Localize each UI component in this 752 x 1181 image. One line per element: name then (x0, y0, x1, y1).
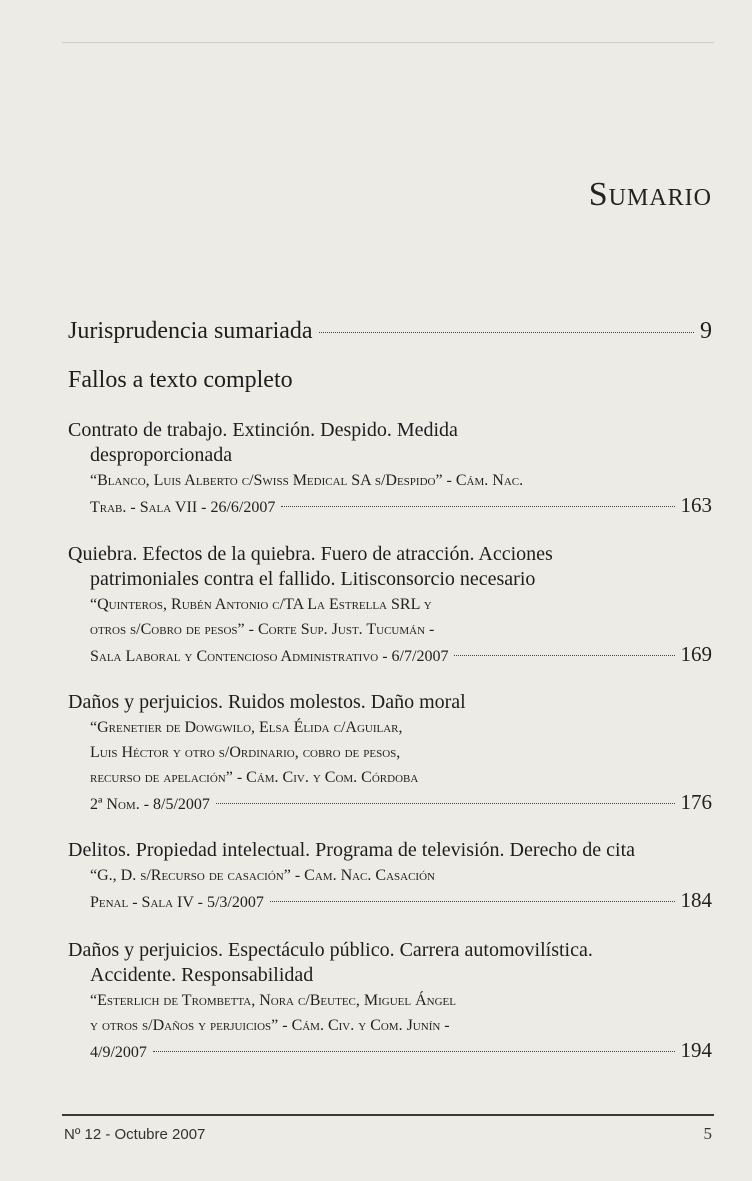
toc-entry (68, 418, 712, 520)
top-divider (62, 42, 714, 43)
topic-line: Quiebra. Efectos de la quiebra. Fuero de atracción. Acciones (68, 543, 553, 565)
case-line: Penal - Sala IV - 5/3/2007 (90, 894, 264, 911)
case-line: “Quinteros, Rubén Antonio c/TA La Estrella SRL y (90, 596, 432, 613)
entry-page-number: 169 (680, 642, 712, 666)
entry-topic (68, 542, 712, 592)
entry-page-number: 194 (680, 1038, 712, 1062)
case-line: “Grenetier de Dowgwilo, Elsa Élida c/Aguilar, (90, 719, 403, 736)
topic-line: desproporcionada (90, 444, 233, 466)
entry-page-number: 176 (680, 790, 712, 814)
case-last-line (90, 1038, 712, 1065)
topic-line: patrimoniales contra el fallido. Litisconsorcio necesario (90, 568, 536, 590)
entry-case (68, 988, 712, 1065)
page-title: Sumario (588, 176, 712, 213)
topic-line: Daños y perjuicios. Espectáculo público. Carrera automovilística. (68, 939, 593, 961)
bottom-divider (62, 1114, 714, 1116)
entry-topic (68, 418, 712, 468)
section-page-number: 9 (700, 318, 712, 344)
case-line: otros s/Cobro de pesos” - Corte Sup. Just. Tucumán - (90, 621, 435, 638)
dot-leader (270, 901, 675, 902)
toc-section-sumariada (68, 318, 712, 345)
dot-leader (281, 506, 674, 507)
entry-case (68, 715, 712, 817)
case-line: recurso de apelación” - Cám. Civ. y Com. Córdoba (90, 769, 419, 786)
case-line: 4/9/2007 (90, 1044, 147, 1061)
case-last-line (90, 888, 712, 915)
topic-line: Daños y perjuicios. Ruidos molestos. Daño moral (68, 691, 466, 713)
case-line: Trab. - Sala VII - 26/6/2007 (90, 499, 276, 516)
toc-entry (68, 690, 712, 817)
case-last-line (90, 642, 712, 669)
case-line: y otros s/Daños y perjuicios” - Cám. Civ. y Com. Junín - (90, 1017, 450, 1034)
entry-page-number: 184 (680, 888, 712, 912)
toc-section-fallos: Fallos a texto completo (68, 367, 293, 393)
dot-leader (319, 332, 694, 333)
entry-topic (68, 838, 712, 863)
dot-leader (153, 1051, 675, 1052)
entry-topic (68, 690, 712, 715)
case-line: “G., D. s/Recurso de casación” - Cam. Nac. Casación (90, 867, 435, 884)
dot-leader (454, 655, 674, 656)
case-last-line (90, 790, 712, 817)
topic-line: Contrato de trabajo. Extinción. Despido. Medida (68, 419, 458, 441)
case-line: “Blanco, Luis Alberto c/Swiss Medical SA s/Despido” - Cám. Nac. (90, 472, 524, 489)
case-line: “Esterlich de Trombetta, Nora c/Beutec, Miguel Ángel (90, 992, 456, 1009)
entry-page-number: 163 (680, 493, 712, 517)
entry-case (68, 863, 712, 915)
case-line: 2ª Nom. - 8/5/2007 (90, 796, 210, 813)
topic-line: Accidente. Responsabilidad (90, 964, 314, 986)
toc-entry (68, 938, 712, 1065)
footer-issue: Nº 12 - Octubre 2007 (64, 1126, 206, 1143)
section-label: Jurisprudencia sumariada (68, 318, 313, 344)
case-line: Sala Laboral y Contencioso Administrativo - 6/7/2007 (90, 648, 449, 665)
entry-case (68, 592, 712, 669)
footer-page-number: 5 (703, 1124, 712, 1143)
topic-line: Delitos. Propiedad intelectual. Programa de televisión. Derecho de cita (68, 839, 636, 861)
entry-topic (68, 938, 712, 988)
dot-leader (216, 803, 675, 804)
toc-entry (68, 542, 712, 669)
toc-entry (68, 838, 712, 915)
case-last-line (90, 493, 712, 520)
entry-case (68, 468, 712, 520)
case-line: Luis Héctor y otro s/Ordinario, cobro de pesos, (90, 744, 401, 761)
